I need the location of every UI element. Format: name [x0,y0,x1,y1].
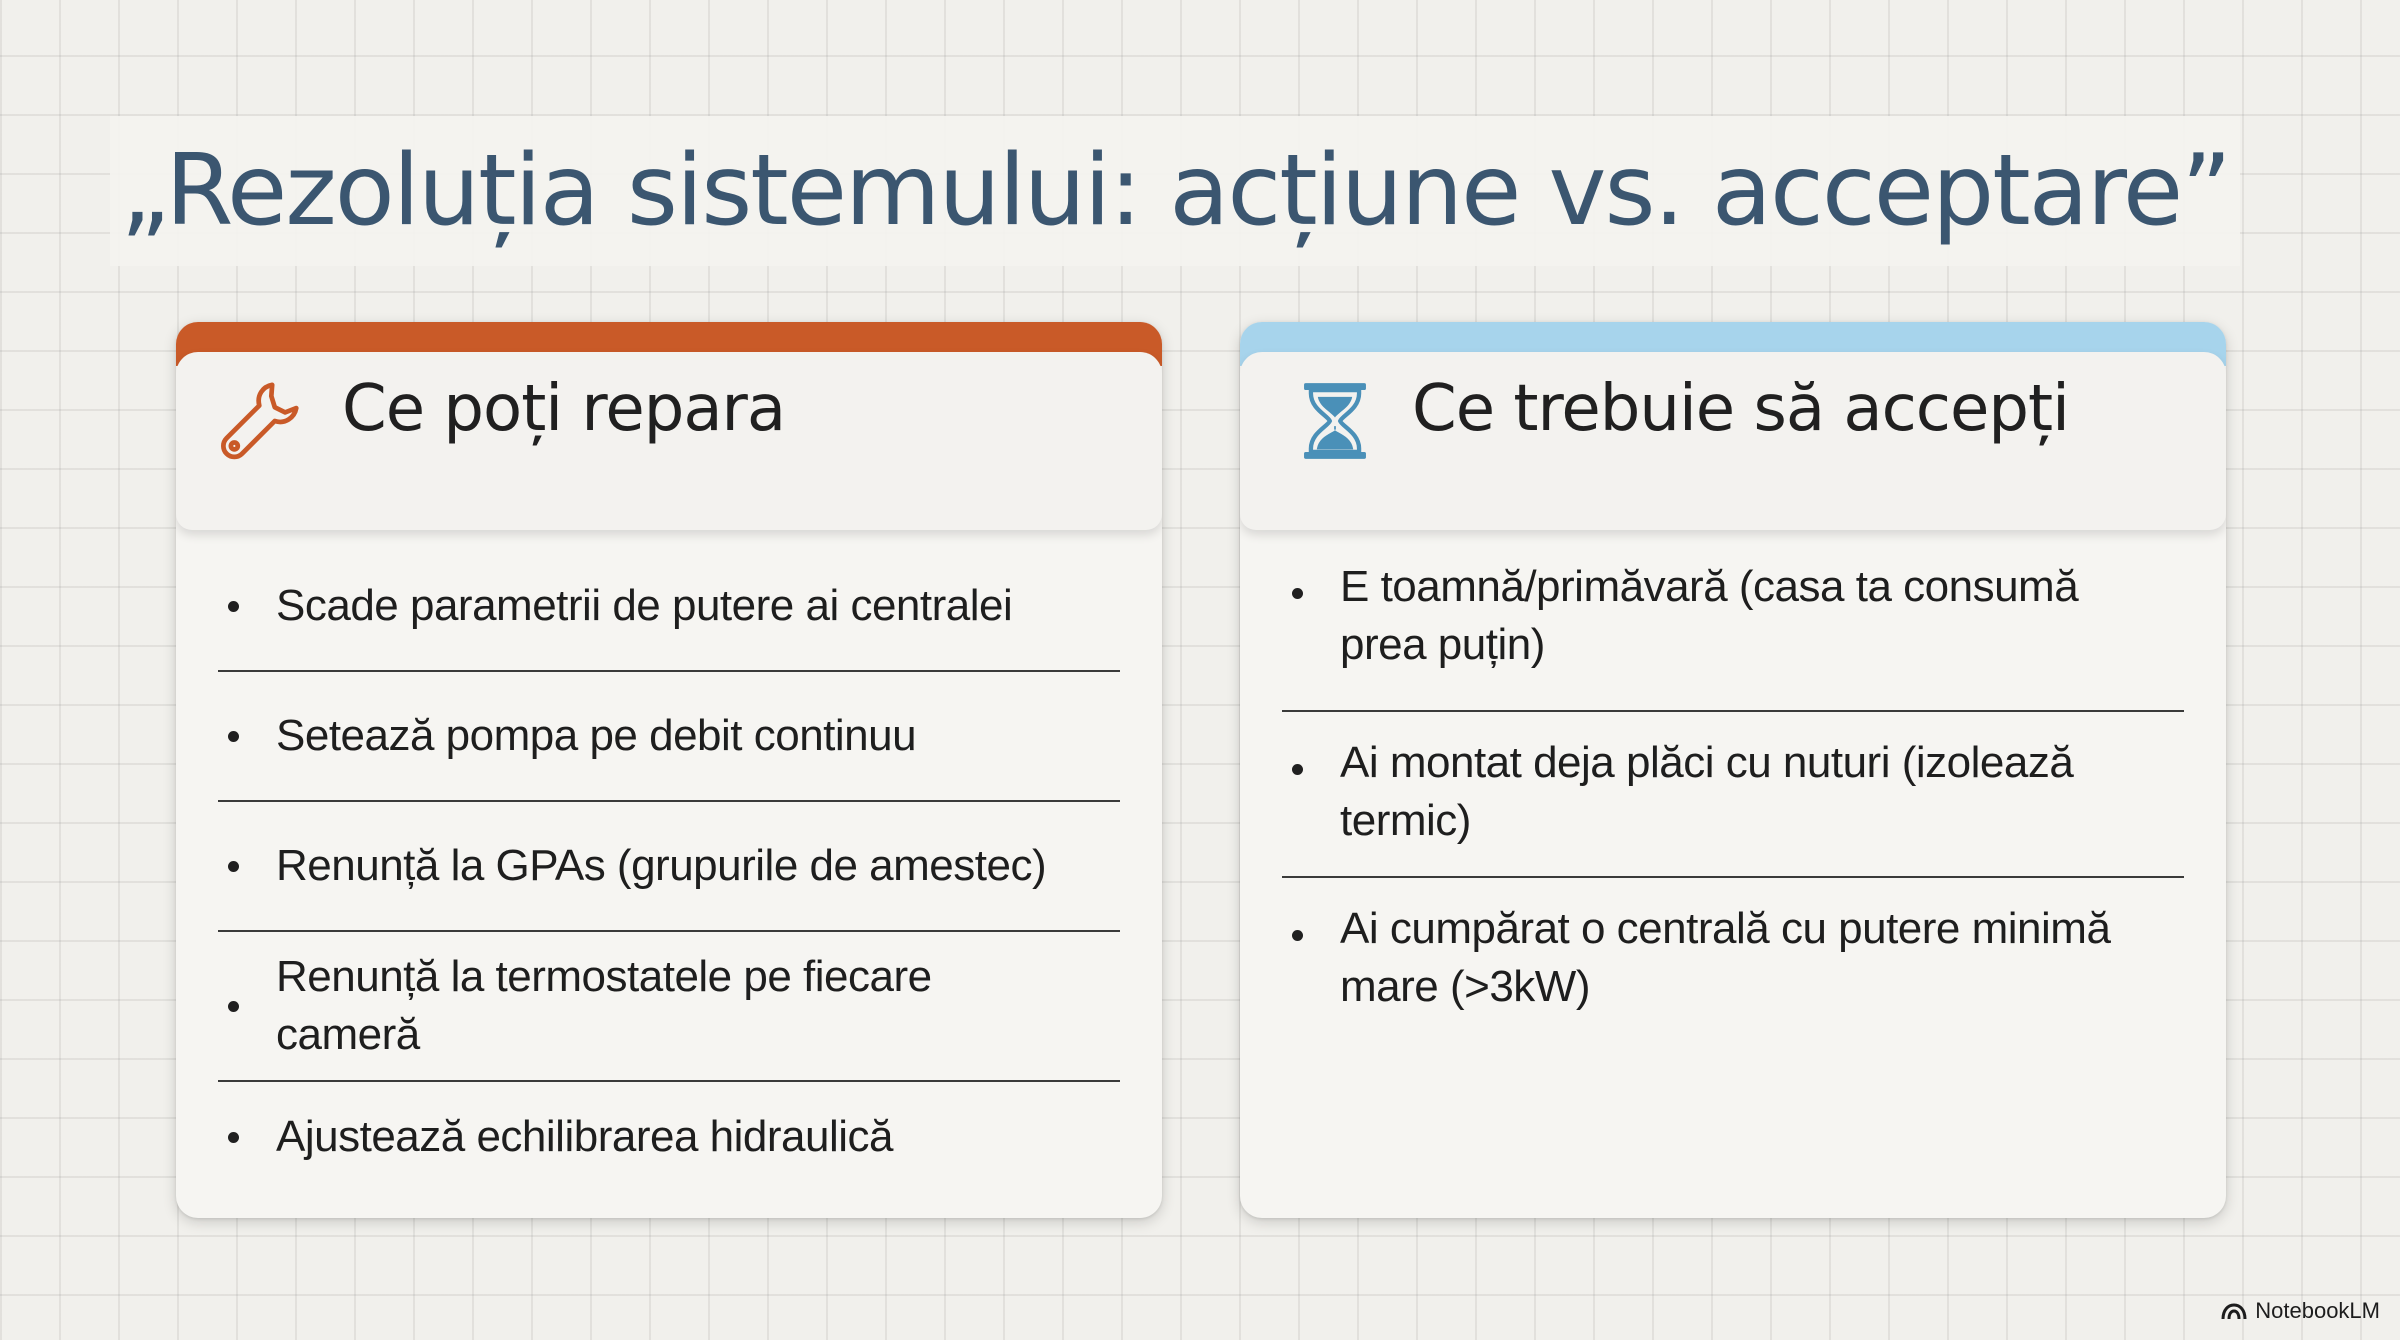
list-item-text: Setează pompa pe debit continuu [276,711,917,760]
list-item-text: Renunță la termostatele pe fiecare cameră [276,952,932,1059]
notebooklm-watermark [2221,1298,2380,1324]
list-item-text: Renunță la GPAs (grupurile de amestec) [276,841,1047,890]
fixable-card [176,322,1162,1218]
card-heading: Ce trebuie să accepți [1412,372,2069,446]
list-item [218,542,1120,672]
bullet [228,1001,239,1012]
bullet [228,1132,239,1143]
accept-list [1282,546,2184,1028]
bullet [1292,930,1303,941]
bullet [228,861,239,872]
watermark-text: NotebookLM [2255,1298,2380,1323]
card-heading: Ce poți repara [342,372,786,446]
list-item [1282,712,2184,878]
list-item-text: E toamnă/primăvară (casa ta consumă prea puțin) [1340,562,2079,669]
list-item [218,932,1120,1082]
accept-card [1240,322,2226,1218]
list-item-text: Ai montat deja plăci cu nuturi (izolează termic) [1340,738,2074,845]
slide-title: „Rezoluția sistemului: acțiune vs. acceptare” [120,134,2230,248]
bullet [1292,764,1303,775]
notebooklm-logo-icon [2221,1302,2247,1320]
bullet [1292,588,1303,599]
wrench-icon [218,378,304,464]
list-item [1282,546,2184,712]
bullet [228,601,239,612]
list-item-text: Ajustează echilibrarea hidraulică [276,1112,893,1161]
fixable-list [218,542,1120,1192]
list-item [1282,878,2184,1028]
list-item [218,802,1120,932]
list-item-text: Scade parametrii de putere ai centralei [276,581,1013,630]
list-item-text: Ai cumpărat o centrală cu putere minimă mare (>3kW) [1340,904,2111,1011]
title-banner [110,116,2240,266]
bullet [228,731,239,742]
list-item [218,672,1120,802]
list-item [218,1082,1120,1192]
hourglass-icon [1292,378,1378,464]
